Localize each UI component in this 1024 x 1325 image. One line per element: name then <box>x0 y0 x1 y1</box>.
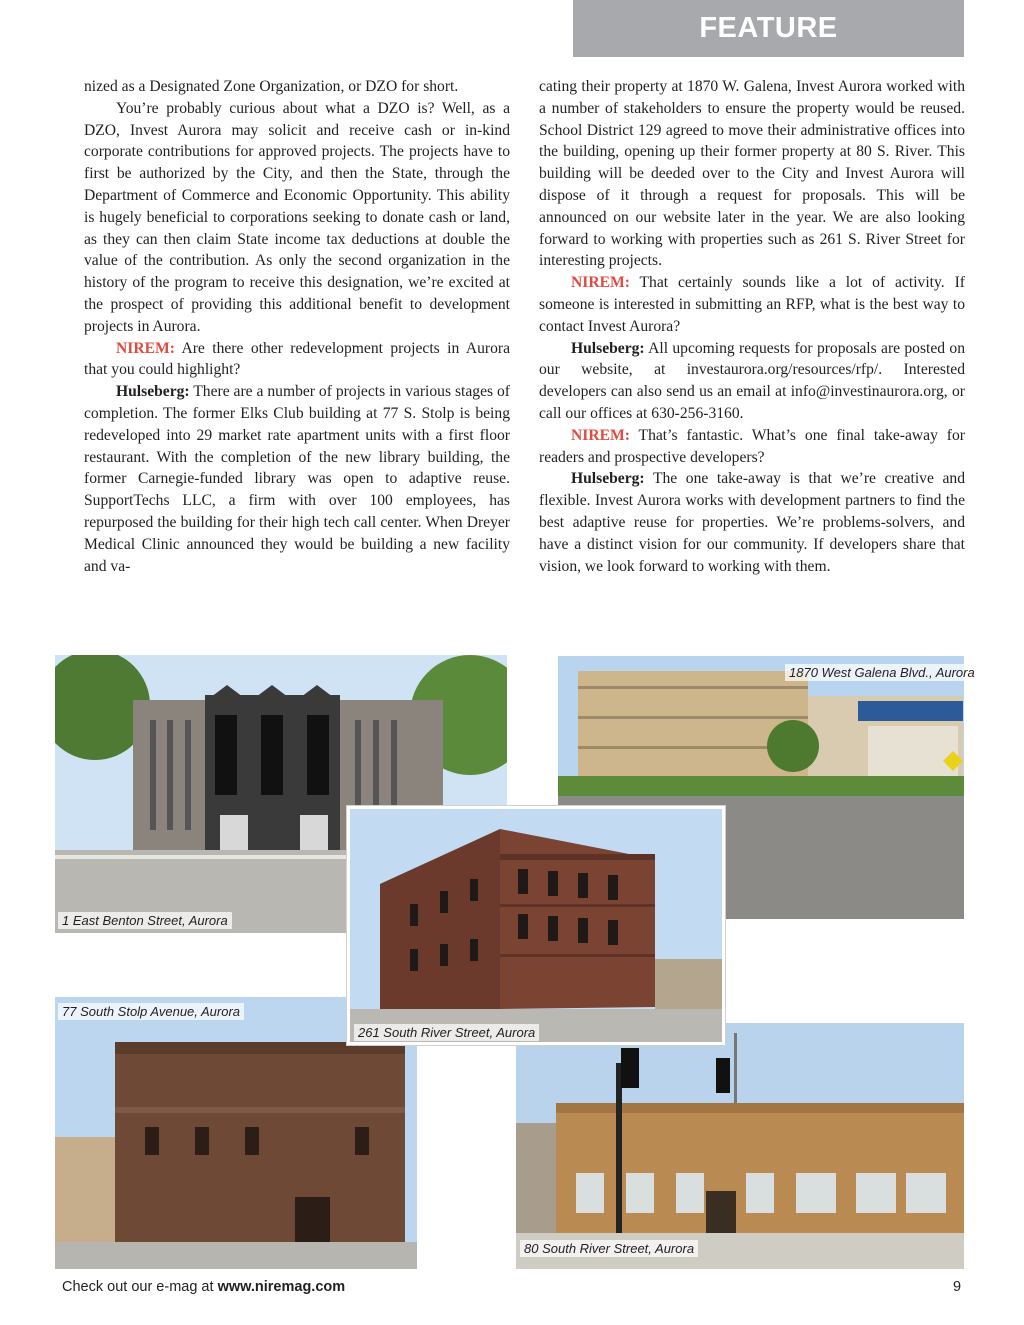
paragraph <box>539 338 965 425</box>
speaker-label: NIREM: <box>571 426 630 444</box>
paragraph: cating their property at 1870 W. Galena, Invest Aurora worked with a number of stakeholders to ensure the property would be reused. School District 129 agreed to move their administrative offices into the building, opening up their former property at 80 S. River. This building will be deeded over to the City and Invest Aurora will dispose of it through a request for proposals. This will be announced on our website later in the year. We are also looking forward to working with properties such as 261 S. River Street for interesting projects. <box>539 78 965 270</box>
speaker-label: Hulseberg: <box>116 383 190 401</box>
speaker-label: NIREM: <box>571 274 630 292</box>
paragraph <box>539 468 965 577</box>
paragraph <box>539 272 965 337</box>
section-label: FEATURE <box>573 0 964 57</box>
speaker-label: Hulseberg: <box>571 339 645 357</box>
emag-link[interactable]: www.niremag.com <box>217 1279 346 1295</box>
photo-caption: 80 South River Street, Aurora <box>520 1240 698 1257</box>
speaker-label: NIREM: <box>116 339 175 357</box>
photo-80-river-illustration <box>516 1023 964 1269</box>
article-column-left <box>84 76 510 577</box>
paragraph-text: Are there other redevelopment projects in Aurora that you could highlight? <box>84 339 510 379</box>
paragraph: You’re probably curious about what a DZO is? Well, as a DZO, Invest Aurora may solicit and receive cash or in-kind corporate contributions for approved projects. The projects have to first be authorized by the City, and then the State, through the Department of Commerce and Economic Opportunity. This ability is hugely beneficial to corporations seeking to donate cash or land, as they can then claim State income tax deductions at double the value of the contribution. As only the second organization in the history of the program to receive this designation, we’re excited at the prospect of providing this additional benefit to development projects in Aurora. <box>84 99 510 335</box>
page-number: 9 <box>953 1279 962 1295</box>
paragraph-text: There are a number of projects in various stages of completion. The former Elks Club building at 77 S. Stolp is being redeveloped into 29 market rate apartment units with a first floor restaurant. With the completion of the new library building, the former Carnegie-funded library was open to adaptive reuse. SupportTechs LLC, a firm with over 100 employees, has repurposed the building for their high tech call center. When Dreyer Medical Clinic announced they would be building a new facility and va- <box>84 383 510 575</box>
photo-261-river-street <box>347 806 725 1045</box>
paragraph-text: All upcoming requests for proposals are posted on our website, at investaurora.org/resources/rfp/. Interested developers can also send us an email at info@investinaurora.org, or call our offices at 630-256-3160. <box>539 339 965 422</box>
emag-promo <box>62 1279 345 1295</box>
paragraph <box>84 381 510 577</box>
paragraph-text: That certainly sounds like a lot of activity. If someone is interested in submitting an RFP, what is the best way to contact Invest Aurora? <box>539 274 965 335</box>
paragraph: nized as a Designated Zone Organization, or DZO for short. <box>84 78 459 95</box>
paragraph <box>539 425 965 469</box>
photo-caption: 1870 West Galena Blvd., Aurora <box>785 664 979 681</box>
photo-caption: 1 East Benton Street, Aurora <box>58 912 232 929</box>
photo-caption: 261 South River Street, Aurora <box>354 1024 539 1041</box>
paragraph-text: The one take-away is that we’re creative and flexible. Invest Aurora works with development partners to find the best adaptive reuse for properties. We’re problems-solvers, and have a distinct vision for our community. If developers share that vision, we look forward to working with them. <box>539 470 965 575</box>
photo-80-river-street <box>516 1023 964 1269</box>
speaker-label: Hulseberg: <box>571 470 645 488</box>
article-column-right <box>539 76 965 577</box>
paragraph <box>84 338 510 382</box>
emag-prefix: Check out our e-mag at <box>62 1279 218 1295</box>
photo-261-river-illustration <box>350 809 722 1042</box>
paragraph-text: That’s fantastic. What’s one final take-away for readers and prospective developers? <box>539 426 965 466</box>
photo-caption: 77 South Stolp Avenue, Aurora <box>58 1003 244 1020</box>
